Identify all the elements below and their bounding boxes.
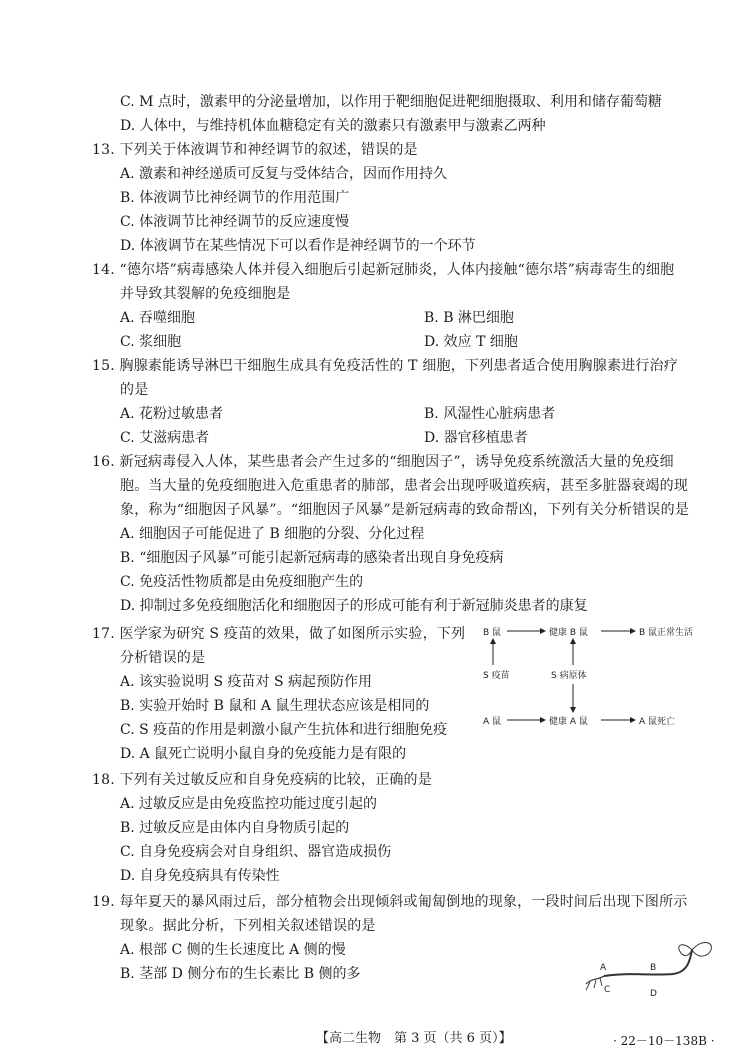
- q17-option-a: A. 该实验说明 S 疫苗对 S 病起预防作用: [120, 674, 372, 690]
- q13-option-c: C. 体液调节比神经调节的反应速度慢: [120, 214, 350, 230]
- q17-option-c: C. S 疫苗的作用是刺激小鼠产生抗体和进行细胞免疫: [120, 722, 448, 738]
- q17-stem-line1: 17. 医学家为研究 S 疫苗的效果，做了如图所示实验，下列: [92, 626, 466, 642]
- q13-stem: 13. 下列关于体液调节和神经调节的叙述，错误的是: [92, 142, 418, 158]
- page-footer: 【高二生物 第 3 页（共 6 页）】: [316, 1031, 512, 1046]
- diagram-a-mouse: A 鼠: [483, 717, 502, 727]
- diagram-b-mouse: B 鼠: [483, 628, 502, 638]
- q13-option-b: B. 体液调节比神经调节的作用范围广: [120, 190, 350, 206]
- q17-experiment-diagram: [483, 620, 718, 735]
- plant-label-c: C: [604, 985, 611, 995]
- q14-option-a: A. 吞噬细胞: [120, 310, 196, 326]
- q16-option-d: D. 抑制过多免疫细胞活化和细胞因子的形成可能有利于新冠肺炎患者的康复: [120, 598, 588, 614]
- diagram-s-vaccine: S 疫苗: [483, 671, 510, 681]
- q18-option-b: B. 过敏反应是由体内自身物质引起的: [120, 820, 350, 836]
- plant-stem: [604, 950, 692, 976]
- q14-stem-line1: 14. “德尔塔”病毒感染人体并侵入细胞后引起新冠肺炎，人体内接触“德尔塔”病毒寄生的细胞: [92, 262, 675, 278]
- q16-option-b: B. “细胞因子风暴”可能引起新冠病毒的感染者出现自身免疫病: [120, 550, 504, 566]
- diagram-b-normal: B 鼠正常生活: [639, 628, 694, 638]
- q15-option-c: C. 艾滋病患者: [120, 430, 210, 446]
- q16-stem-line3: 象，称为“细胞因子风暴”。“细胞因子风暴”是新冠病毒的致命帮凶，下列有关分析错误的是: [120, 502, 690, 518]
- q15-option-d: D. 器官移植患者: [424, 430, 528, 446]
- plant-leaf-right: [692, 942, 711, 956]
- paper-code: · 22－10－138B ·: [613, 1034, 715, 1048]
- q12-option-d: D. 人体中，与维持机体血糖稳定有关的激素只有激素甲与激素乙两种: [120, 118, 546, 134]
- q14-stem-line2: 并导致其裂解的免疫细胞是: [120, 286, 291, 302]
- q14-option-b: B. B 淋巴细胞: [424, 310, 514, 326]
- q17-option-b: B. 实验开始时 B 鼠和 A 鼠生理状态应该是相同的: [120, 698, 430, 714]
- q17-stem-line2: 分析错误的是: [120, 650, 206, 666]
- q12-option-c: C. M 点时，激素甲的分泌量增加，以作用于靶细胞促进靶细胞摄取、利用和储存葡萄糖: [120, 94, 662, 110]
- plant-leaf-left: [679, 945, 692, 956]
- diagram-healthy-b: 健康 B 鼠: [549, 628, 588, 638]
- q16-option-c: C. 免疫活性物质都是由免疫细胞产生的: [120, 574, 364, 590]
- q14-option-d: D. 效应 T 细胞: [424, 334, 518, 350]
- q19-stem-line2: 现象。据此分析，下列相关叙述错误的是: [120, 918, 376, 934]
- q19-plant-figure: [578, 932, 723, 1002]
- plant-label-b: B: [650, 963, 657, 973]
- q19-option-b: B. 茎部 D 侧分布的生长素比 B 侧的多: [120, 966, 361, 982]
- plant-label-d: D: [650, 989, 657, 999]
- diagram-healthy-a: 健康 A 鼠: [549, 717, 588, 727]
- q18-stem: 18. 下列有关过敏反应和自身免疫病的比较，正确的是: [92, 772, 432, 788]
- q15-option-b: B. 风湿性心脏病患者: [424, 406, 556, 422]
- q13-option-a: A. 激素和神经递质可反复与受体结合，因而作用持久: [120, 166, 448, 182]
- q16-stem-line1: 16. 新冠病毒侵入人体，某些患者会产生过多的“细胞因子”，诱导免疫系统激活大量的免疫细: [92, 454, 674, 470]
- diagram-a-dead: A 鼠死亡: [639, 717, 676, 727]
- q19-option-a: A. 根部 C 侧的生长速度比 A 侧的慢: [120, 942, 346, 958]
- q13-option-d: D. 体液调节在某些情况下可以看作是神经调节的一个环节: [120, 238, 476, 254]
- q18-option-d: D. 自身免疫病具有传染性: [120, 868, 280, 884]
- q16-stem-line2: 胞。当大量的免疫细胞进入危重患者的肺部，患者会出现呼吸道疾病，甚至多脏器衰竭的现: [120, 478, 688, 494]
- q18-option-a: A. 过敏反应是由免疫监控功能过度引起的: [120, 796, 378, 812]
- q15-stem-line1: 15. 胸腺素能诱导淋巴干细胞生成具有免疫活性的 T 细胞，下列患者适合使用胸腺素进行治疗: [92, 358, 678, 374]
- q17-option-d: D. A 鼠死亡说明小鼠自身的免疫能力是有限的: [120, 746, 407, 762]
- q14-option-c: C. 浆细胞: [120, 334, 182, 350]
- diagram-s-pathogen: S 病原体: [551, 671, 587, 681]
- q16-option-a: A. 细胞因子可能促进了 B 细胞的分裂、分化过程: [120, 526, 425, 542]
- plant-label-a: A: [600, 963, 607, 973]
- q15-option-a: A. 花粉过敏患者: [120, 406, 224, 422]
- q18-option-c: C. 自身免疫病会对自身组织、器官造成损伤: [120, 844, 392, 860]
- q15-stem-line2: 的是: [120, 382, 149, 398]
- q19-stem-line1: 19. 每年夏天的暴风雨过后，部分植物会出现倾斜或匍匐倒地的现象，一段时间后出现下图所示: [92, 894, 688, 910]
